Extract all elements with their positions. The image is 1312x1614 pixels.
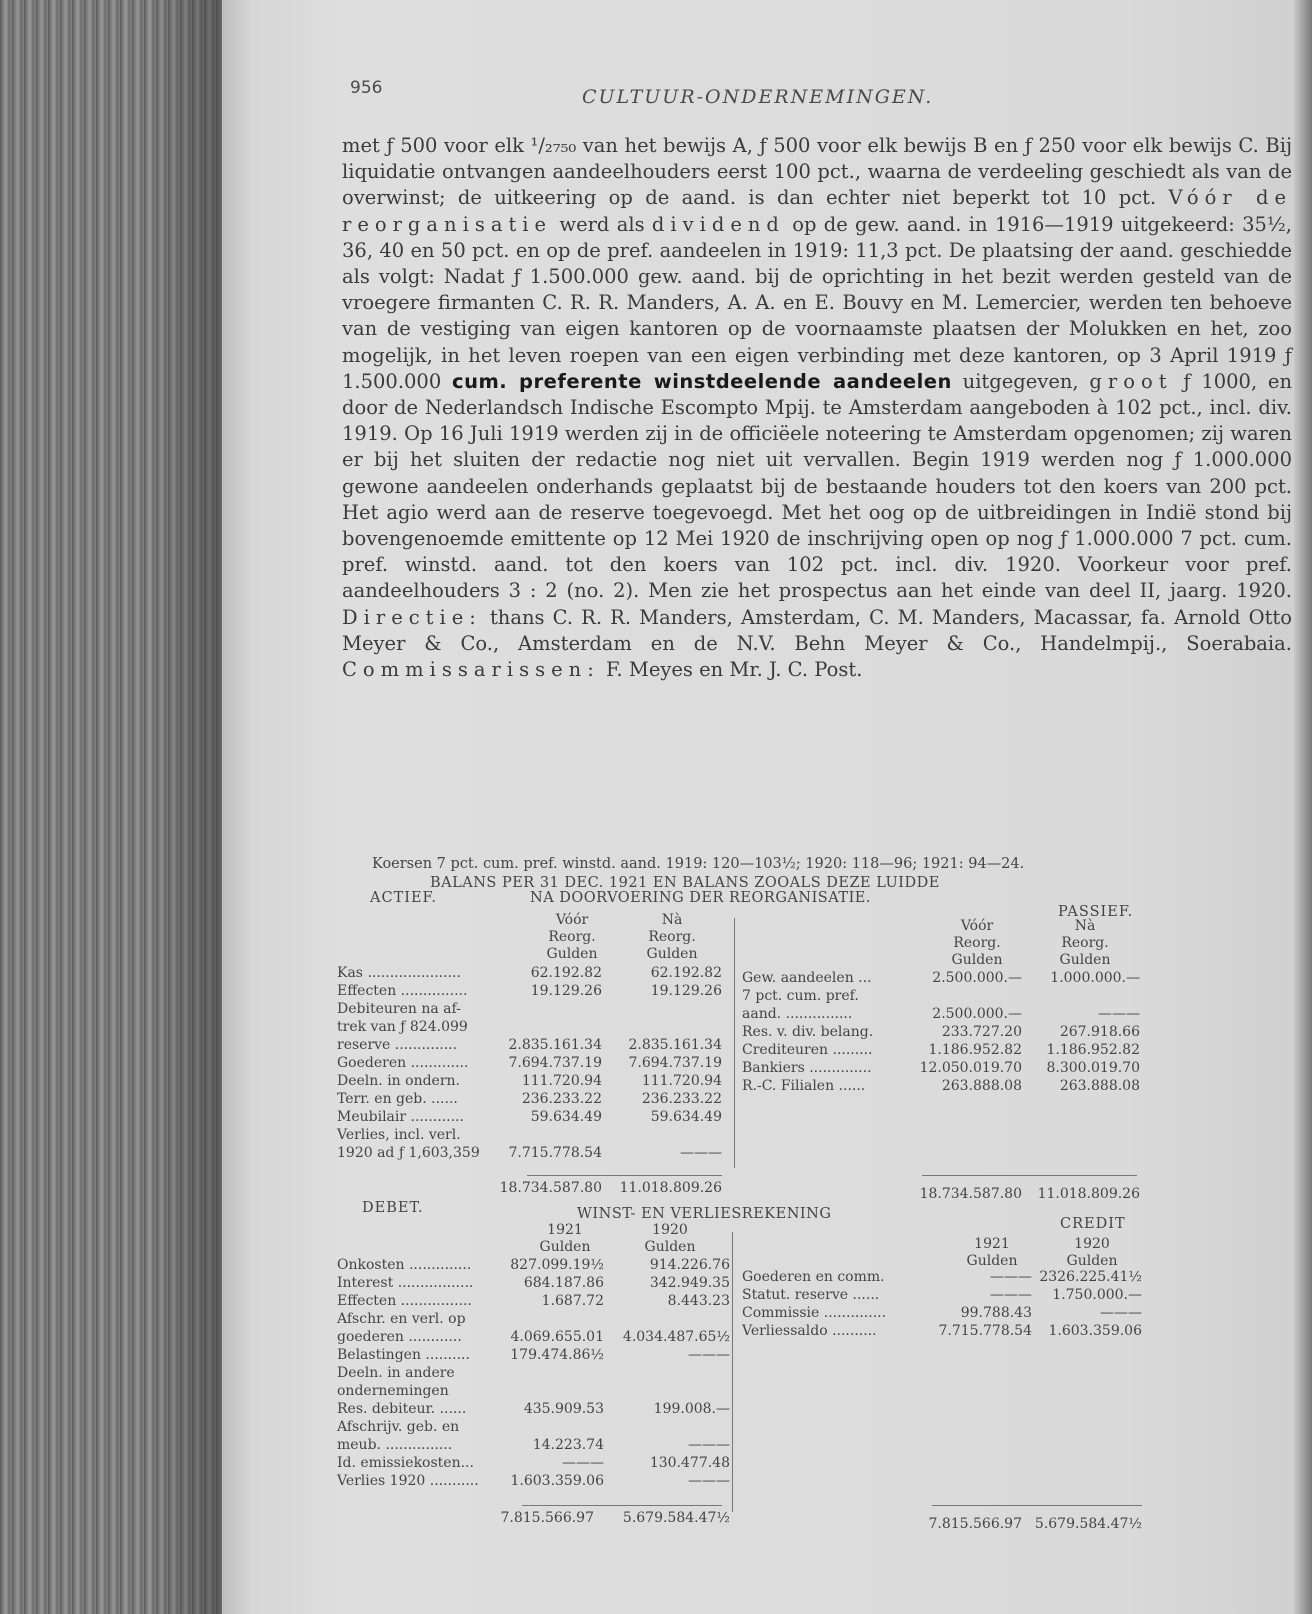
body-text-7: F. Meyes en Mr. J. C. Post. <box>605 658 863 682</box>
credit-label: CREDIT <box>1060 1216 1126 1232</box>
balans-title-line2: NA DOORVOERING DER REORGANISATIE. <box>530 890 872 906</box>
passief-total-rule <box>922 1175 1137 1176</box>
passief-label: PASSIEF. <box>1058 904 1134 920</box>
debet-row-label: Id. emissiekosten... <box>337 1455 474 1471</box>
body-text-5: ƒ 1000, en door de Nederlandsch Indische Escompto Mpij. te Amsterdam aangeboden à 102 pct., incl. div. 1919. Op 16 Juli 1919 werden zij in de officiëele noteering te Amsterdam opgenomen; zij waren er bij het sluiten der redactie nog niet uit vervallen. Begin 1919 werden nog ƒ 1.000.000 gewone aandeelen onderhands geplaatst bij de bestaande houders tot den koers van 200 pct. Het agio werd aan de reserve toegevoegd. Met het oog op de uitbreidingen in Indië stond bij bovengenoemde emittente op 12 Mei 1920 de inschrijving open op nog ƒ 1.000.000 7 pct. cum. pref. winstd. aand. tot den koers van 102 pct. incl. div. 1920. Voorkeur voor pref. aandeelhouders 3 : 2 (no. 2). Men zie het prospectus aan het einde van deel II, jaarg. 1920. <box>342 369 1293 603</box>
debet-row-value-a: ——— <box>562 1455 604 1471</box>
actief-row-label: Goederen ............. <box>337 1055 469 1071</box>
actief-total-voor: 18.734.587.80 <box>499 1180 602 1196</box>
actief-total-rule <box>527 1175 722 1176</box>
debet-row-label: Belastingen .......... <box>337 1347 470 1363</box>
passief-row-label: aand. ............... <box>742 1006 853 1022</box>
credit-row-value-b: 1.750.000.— <box>1052 1287 1142 1303</box>
page-edge <box>1294 0 1312 1614</box>
credit-row-label: Verliessaldo .......... <box>742 1323 877 1339</box>
actief-row-value-a: 2.835.161.34 <box>508 1037 602 1053</box>
debet-row-label: Deeln. in andere <box>337 1365 455 1381</box>
passief-row-value-b: 267.918.66 <box>1059 1024 1140 1040</box>
passief-total-na: 11.018.809.26 <box>1037 1186 1140 1202</box>
actief-row-value-b: 62.192.82 <box>650 965 722 981</box>
page <box>222 0 1312 1614</box>
debet-row-value-b: ——— <box>688 1347 730 1363</box>
passief-row-label: 7 pct. cum. pref. <box>742 988 859 1004</box>
body-text-2: werd als <box>559 212 645 236</box>
actief-row-value-a: 59.634.49 <box>530 1109 602 1125</box>
debet-row-label: Res. debiteur. ...... <box>337 1401 467 1417</box>
actief-row-value-b: 236.233.22 <box>641 1091 722 1107</box>
debet-row-value-b: 914.226.76 <box>649 1257 730 1273</box>
debet-row-value-a: 1.687.72 <box>541 1293 604 1309</box>
body-spaced-3: groot <box>1089 369 1173 393</box>
passief-row-value-b: 8.300.019.70 <box>1046 1060 1140 1076</box>
page-number: 956 <box>350 78 383 98</box>
credit-total-1921: 7.815.566.97 <box>928 1516 1022 1532</box>
passief-row-label: Bankiers .............. <box>742 1060 872 1076</box>
actief-row-label: Debiteuren na af- <box>337 1001 461 1017</box>
actief-row-value-a: 236.233.22 <box>521 1091 602 1107</box>
passief-row-label: Gew. aandeelen ... <box>742 970 872 986</box>
passief-row-label: Res. v. div. belang. <box>742 1024 874 1040</box>
passief-row-value-b: 1.000.000.— <box>1050 970 1140 986</box>
winst-divider <box>732 1232 733 1512</box>
credit-row-label: Goederen en comm. <box>742 1269 885 1285</box>
actief-label: ACTIEF. <box>370 890 437 906</box>
body-text-6: thans C. R. R. Manders, Amsterdam, C. M. Manders, Macassar, fa. Arnold Otto Meyer & Co., Amsterdam en de N.V. Behn Meyer & Co., Handelmpij., Soerabaia. <box>342 605 1292 655</box>
debet-row-label: goederen ............ <box>337 1329 462 1345</box>
spine-shadow <box>150 0 225 1614</box>
credit-row-value-a: ——— <box>990 1287 1032 1303</box>
debet-total-rule <box>522 1505 722 1506</box>
actief-row-value-a: 7.715.778.54 <box>508 1145 602 1161</box>
debet-row-value-b: 342.949.35 <box>649 1275 730 1291</box>
body-bold: cum. preferente winstdeelende aandeelen <box>452 369 952 393</box>
credit-col-1920: 1920 Gulden <box>1066 1236 1118 1269</box>
actief-row-label: Meubilair ............ <box>337 1109 464 1125</box>
body-spaced-4: Directie: <box>342 605 482 629</box>
passief-row-value-a: 12.050.019.70 <box>919 1060 1022 1076</box>
body-spaced-1: Vóór de reorganisatie <box>342 186 1292 236</box>
debet-row-label: meub. ............... <box>337 1437 453 1453</box>
balans-title <box>430 876 940 906</box>
body-text-1: met ƒ 500 voor elk ¹/₂₇₅₀ van het bewijs A, ƒ 500 voor elk bewijs B en ƒ 250 voor elk bewijs C. Bij liquidatie ontvangen aandeelhouders eerst 100 pct., waarna de verdeeling geschiedt als van de overwinst; de uitkeering op de aand. is dan echter niet beperkt tot 10 pct. <box>342 134 1292 210</box>
credit-row-value-b: 1.603.359.06 <box>1048 1323 1142 1339</box>
debet-row-label: Effecten ................ <box>337 1293 472 1309</box>
debet-total-1920: 5.679.584.47½ <box>622 1510 730 1526</box>
debet-row-value-b: ——— <box>688 1473 730 1489</box>
running-head: CULTUUR-ONDERNEMINGEN. <box>582 86 934 108</box>
passief-col-na: Nà Reorg. Gulden <box>1059 918 1111 968</box>
actief-row-label: Verlies, incl. verl. <box>337 1127 461 1143</box>
debet-row-value-a: 827.099.19½ <box>510 1257 604 1273</box>
body-spaced-2: dividend <box>651 212 785 236</box>
credit-row-value-a: 99.788.43 <box>960 1305 1032 1321</box>
passief-row-value-b: 1.186.952.82 <box>1046 1042 1140 1058</box>
passief-row-value-a: 233.727.20 <box>941 1024 1022 1040</box>
winst-title: WINST- EN VERLIESREKENING <box>577 1206 832 1222</box>
passief-row-value-b: 263.888.08 <box>1059 1078 1140 1094</box>
passief-row-value-b: ——— <box>1098 1006 1140 1022</box>
passief-row-label: R.-C. Filialen ...... <box>742 1078 866 1094</box>
balans-divider <box>734 918 735 1168</box>
actief-row-value-a: 19.129.26 <box>530 983 602 999</box>
body-text-4: uitgegeven, <box>962 369 1079 393</box>
actief-row-label: Kas ..................... <box>337 965 461 981</box>
debet-row-value-b: 199.008.— <box>653 1401 730 1417</box>
passief-total-voor: 18.734.587.80 <box>919 1186 1022 1202</box>
body-text-3: op de gew. aand. in 1916—1919 uitgekeerd: 35½, 36, 40 en 50 pct. en op de pref. aandeelen in 1919: 11,3 pct. De plaatsing der aand. geschiedde als volgt: Nadat ƒ 1.500.000 gew. aand. bij de oprichting in het bezit werden gesteld van de vroegere firmanten C. R. R. Manders, A. A. en E. Bouvy en M. Lemercier, werden ten behoeve van de vestiging van eigen kantoren op de voornaamste plaatsen der Molukken en het, zoo mogelijk, in het leven roepen van een eigen verbinding met deze kantoren, op 3 April 1919 ƒ 1.500.000 <box>342 212 1292 393</box>
actief-row-value-b: 19.129.26 <box>650 983 722 999</box>
actief-row-value-a: 7.694.737.19 <box>508 1055 602 1071</box>
actief-row-label: Deeln. in ondern. <box>337 1073 460 1089</box>
debet-row-value-b: 4.034.487.65½ <box>622 1329 730 1345</box>
passief-row-value-a: 263.888.08 <box>941 1078 1022 1094</box>
body-paragraph <box>342 133 1292 683</box>
balans-title-line1: BALANS PER 31 DEC. 1921 EN BALANS ZOOALS DEZE LUIDDE <box>430 875 940 891</box>
credit-col-1921: 1921 Gulden <box>966 1236 1018 1269</box>
debet-row-label: Afschr. en verl. op <box>337 1311 466 1327</box>
debet-row-value-b: ——— <box>688 1437 730 1453</box>
credit-row-label: Commissie .............. <box>742 1305 887 1321</box>
debet-total-1921: 7.815.566.97 <box>500 1510 594 1526</box>
actief-row-value-b: ——— <box>680 1145 722 1161</box>
actief-row-value-a: 62.192.82 <box>530 965 602 981</box>
debet-row-label: Interest ................. <box>337 1275 474 1291</box>
debet-row-value-b: 130.477.48 <box>649 1455 730 1471</box>
debet-row-value-a: 14.223.74 <box>532 1437 604 1453</box>
passief-col-voor: Vóór Reorg. Gulden <box>951 918 1003 968</box>
debet-label: DEBET. <box>362 1200 424 1216</box>
body-spaced-5: Commissarissen: <box>342 658 600 682</box>
credit-row-label: Statut. reserve ...... <box>742 1287 880 1303</box>
debet-row-value-a: 435.909.53 <box>523 1401 604 1417</box>
actief-col-voor: Vóór Reorg. Gulden <box>546 912 598 962</box>
actief-row-label: reserve .............. <box>337 1037 458 1053</box>
debet-row-value-a: 179.474.86½ <box>510 1347 604 1363</box>
debet-col-1920: 1920 Gulden <box>644 1222 696 1255</box>
credit-row-value-a: ——— <box>990 1269 1032 1285</box>
debet-row-label: Verlies 1920 ........... <box>337 1473 479 1489</box>
debet-row-value-a: 1.603.359.06 <box>510 1473 604 1489</box>
actief-row-label: trek van ƒ 824.099 <box>337 1019 468 1035</box>
debet-row-value-a: 4.069.655.01 <box>510 1329 604 1345</box>
actief-row-value-b: 2.835.161.34 <box>628 1037 722 1053</box>
actief-row-value-b: 59.634.49 <box>650 1109 722 1125</box>
actief-row-label: Terr. en geb. ...... <box>337 1091 458 1107</box>
passief-row-value-a: 2.500.000.— <box>932 970 1022 986</box>
debet-row-label: Afschrijv. geb. en <box>337 1419 460 1435</box>
debet-row-label: Onkosten .............. <box>337 1257 472 1273</box>
actief-row-label: Effecten ............... <box>337 983 468 999</box>
passief-row-value-a: 1.186.952.82 <box>928 1042 1022 1058</box>
credit-total-1920: 5.679.584.47½ <box>1034 1516 1142 1532</box>
debet-col-1921: 1921 Gulden <box>539 1222 591 1255</box>
debet-row-value-b: 8.443.23 <box>667 1293 730 1309</box>
debet-row-value-a: 684.187.86 <box>523 1275 604 1291</box>
actief-col-na: Nà Reorg. Gulden <box>646 912 698 962</box>
passief-row-value-a: 2.500.000.— <box>932 1006 1022 1022</box>
koersen-line: Koersen 7 pct. cum. pref. winstd. aand. 1919: 120—103½; 1920: 118—96; 1921: 94—24. <box>372 856 1025 872</box>
actief-total-na: 11.018.809.26 <box>619 1180 722 1196</box>
actief-row-value-b: 7.694.737.19 <box>628 1055 722 1071</box>
credit-row-value-a: 7.715.778.54 <box>938 1323 1032 1339</box>
passief-row-label: Crediteuren ......... <box>742 1042 873 1058</box>
credit-row-value-b: ——— <box>1100 1305 1142 1321</box>
credit-row-value-b: 2326.225.41½ <box>1039 1269 1142 1285</box>
credit-total-rule <box>932 1505 1142 1506</box>
actief-row-value-b: 111.720.94 <box>641 1073 722 1089</box>
actief-row-value-a: 111.720.94 <box>521 1073 602 1089</box>
actief-row-label: 1920 ad ƒ 1,603,359 <box>337 1145 480 1161</box>
debet-row-label: ondernemingen <box>337 1383 449 1399</box>
